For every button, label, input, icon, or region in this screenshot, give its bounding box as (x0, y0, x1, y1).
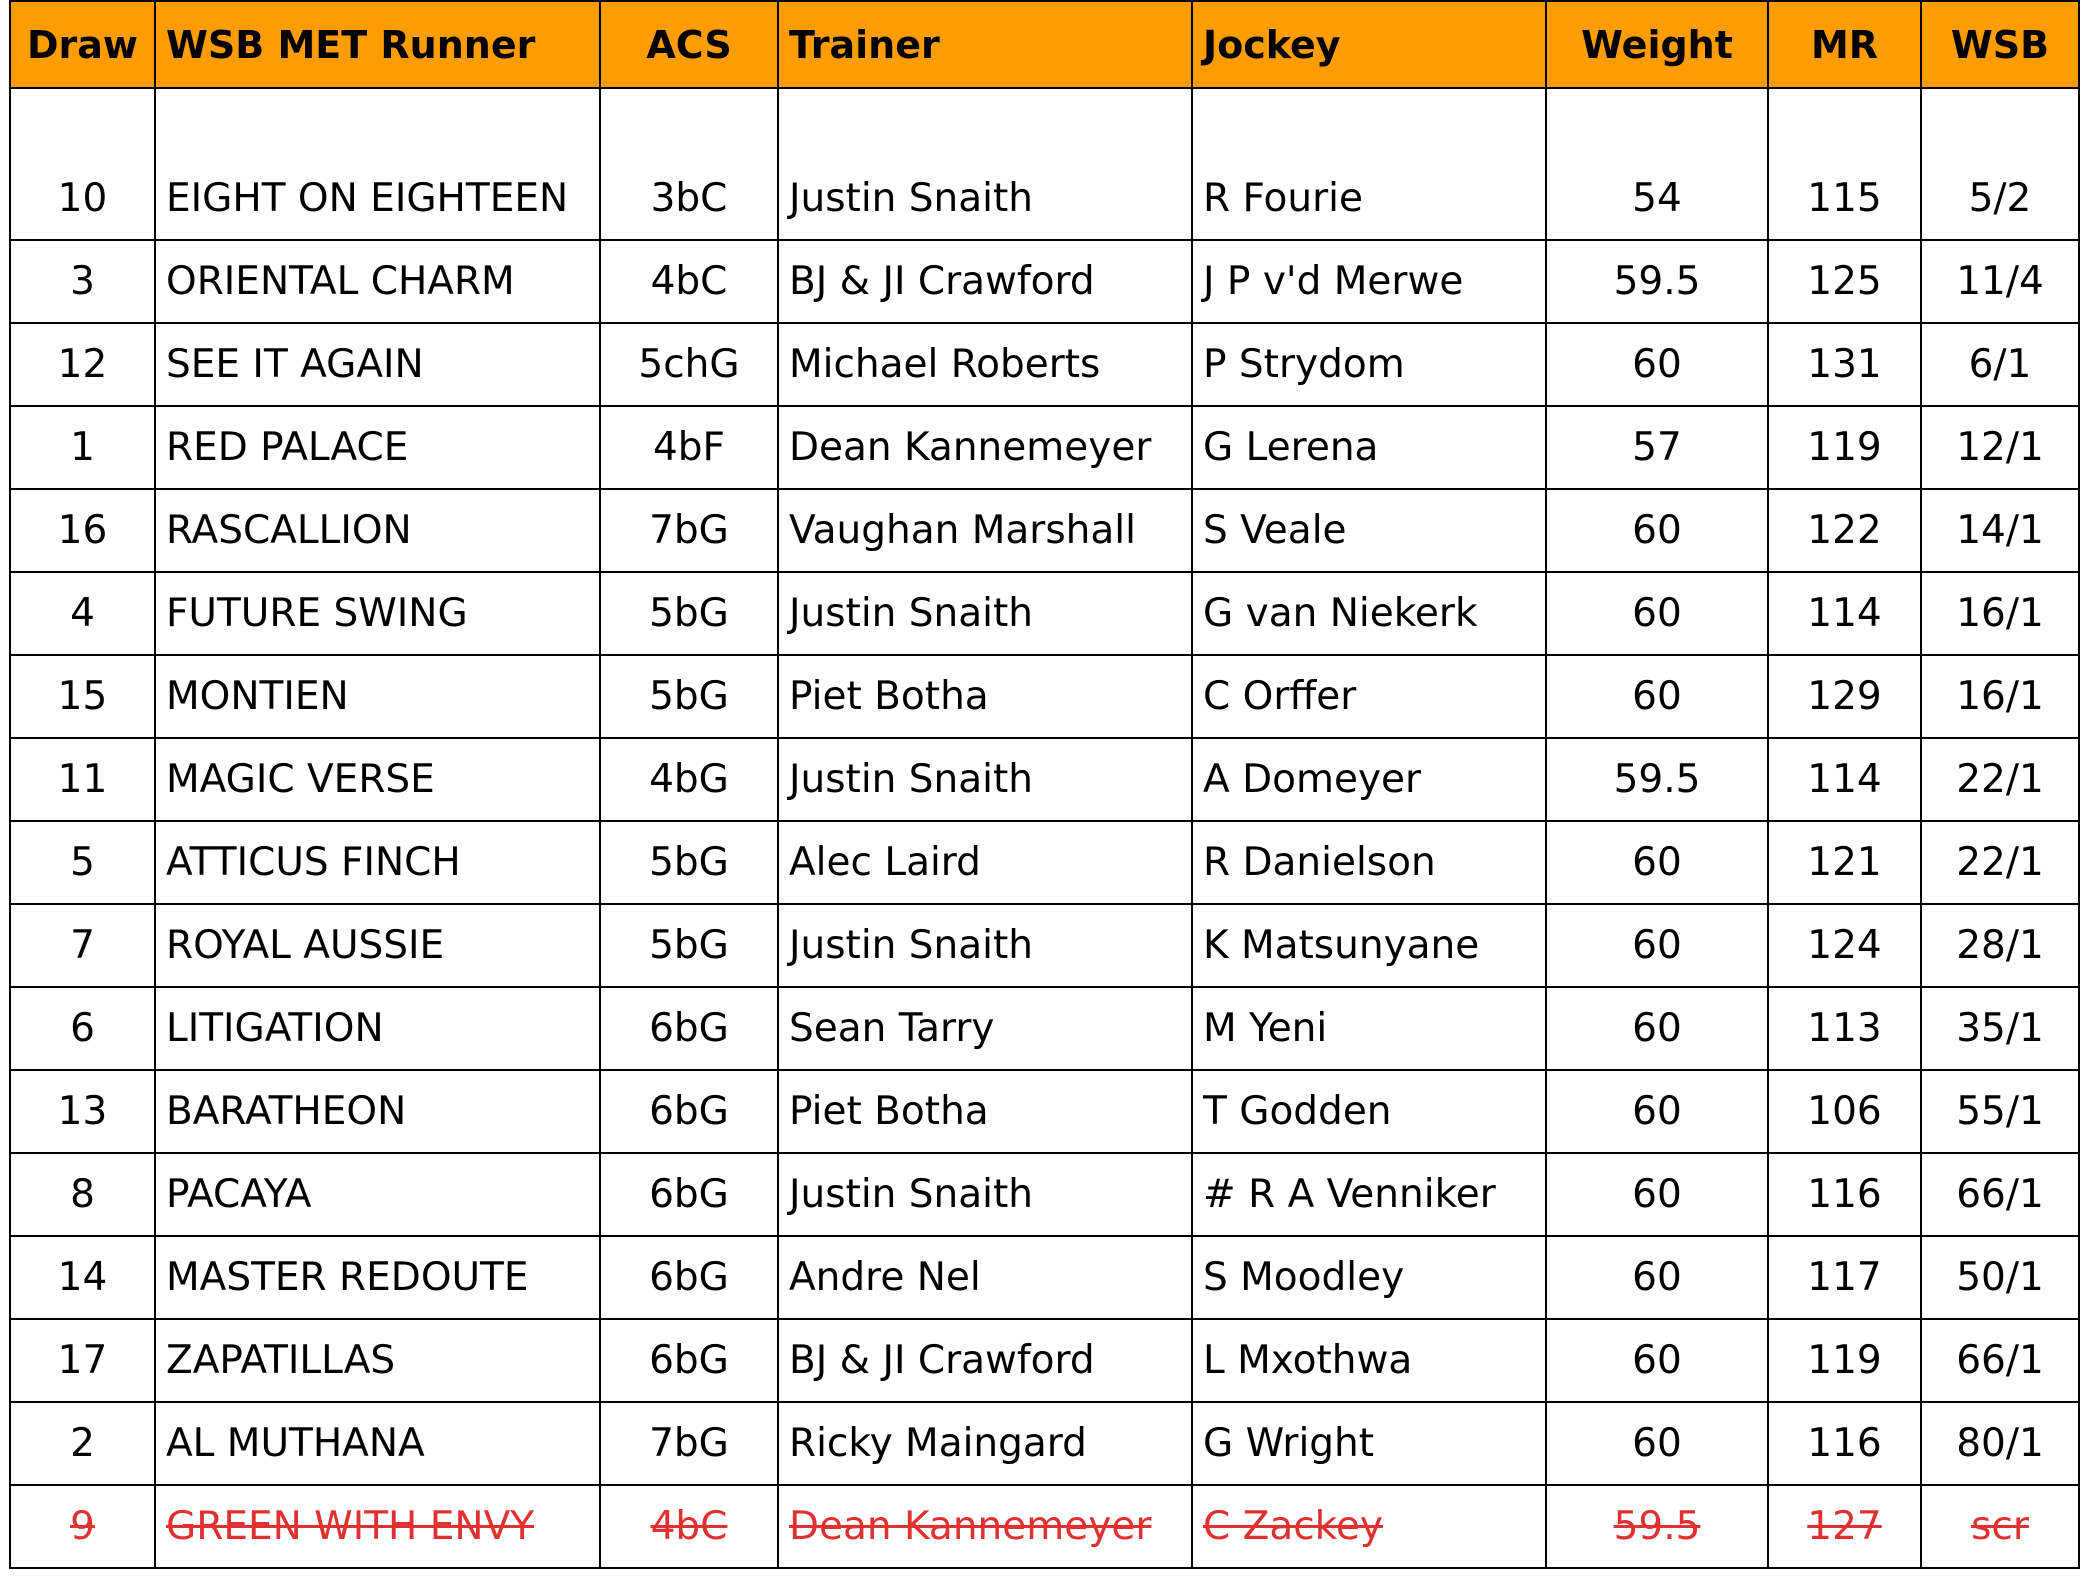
cell-draw: 7 (10, 904, 155, 987)
cell-mr: 121 (1768, 821, 1921, 904)
cell-draw: 6 (10, 987, 155, 1070)
cell-jockey: C Orffer (1192, 655, 1546, 738)
cell-mr: 124 (1768, 904, 1921, 987)
header-row (10, 1, 2079, 88)
cell-mr: 122 (1768, 489, 1921, 572)
cell-acs: 5bG (600, 904, 778, 987)
cell-trainer: Justin Snaith (778, 88, 1192, 240)
cell-weight: 60 (1546, 323, 1768, 406)
header-acs: ACS (600, 1, 778, 88)
cell-acs: 6bG (600, 1153, 778, 1236)
cell-wsb: 55/1 (1921, 1070, 2079, 1153)
header-trainer: Trainer (778, 1, 1192, 88)
cell-runner: ATTICUS FINCH (155, 821, 600, 904)
cell-weight: 57 (1546, 406, 1768, 489)
header-mr: MR (1768, 1, 1921, 88)
cell-draw: 16 (10, 489, 155, 572)
cell-trainer: Ricky Maingard (778, 1402, 1192, 1485)
cell-draw: 9 (10, 1485, 155, 1568)
cell-acs: 4bG (600, 738, 778, 821)
cell-mr: 114 (1768, 738, 1921, 821)
cell-acs: 7bG (600, 489, 778, 572)
cell-runner: LITIGATION (155, 987, 600, 1070)
table-row (10, 655, 2079, 738)
cell-jockey: J P v'd Merwe (1192, 240, 1546, 323)
cell-runner: ORIENTAL CHARM (155, 240, 600, 323)
cell-mr: 116 (1768, 1153, 1921, 1236)
cell-jockey: G Lerena (1192, 406, 1546, 489)
cell-weight: 60 (1546, 821, 1768, 904)
cell-trainer: Michael Roberts (778, 323, 1192, 406)
cell-trainer: Sean Tarry (778, 987, 1192, 1070)
cell-jockey: S Veale (1192, 489, 1546, 572)
cell-wsb: 11/4 (1921, 240, 2079, 323)
cell-weight: 60 (1546, 1070, 1768, 1153)
cell-acs: 5bG (600, 655, 778, 738)
cell-jockey: G Wright (1192, 1402, 1546, 1485)
cell-runner: MONTIEN (155, 655, 600, 738)
cell-jockey: R Fourie (1192, 88, 1546, 240)
cell-runner: SEE IT AGAIN (155, 323, 600, 406)
cell-weight: 60 (1546, 1153, 1768, 1236)
cell-trainer: BJ & JI Crawford (778, 240, 1192, 323)
cell-mr: 106 (1768, 1070, 1921, 1153)
cell-draw: 15 (10, 655, 155, 738)
cell-wsb: 16/1 (1921, 572, 2079, 655)
cell-trainer: Andre Nel (778, 1236, 1192, 1319)
table-row (10, 406, 2079, 489)
cell-acs: 5bG (600, 572, 778, 655)
cell-draw: 2 (10, 1402, 155, 1485)
cell-draw: 5 (10, 821, 155, 904)
cell-wsb: 80/1 (1921, 1402, 2079, 1485)
table-row (10, 904, 2079, 987)
table-row (10, 489, 2079, 572)
table-row (10, 323, 2079, 406)
cell-acs: 5chG (600, 323, 778, 406)
cell-runner: AL MUTHANA (155, 1402, 600, 1485)
cell-jockey: S Moodley (1192, 1236, 1546, 1319)
cell-weight: 60 (1546, 655, 1768, 738)
cell-trainer: Dean Kannemeyer (778, 406, 1192, 489)
table-row (10, 1153, 2079, 1236)
cell-weight: 59.5 (1546, 738, 1768, 821)
cell-draw: 14 (10, 1236, 155, 1319)
cell-trainer: Dean Kannemeyer (778, 1485, 1192, 1568)
cell-wsb: 5/2 (1921, 88, 2079, 240)
cell-weight: 59.5 (1546, 1485, 1768, 1568)
table-row (10, 987, 2079, 1070)
cell-runner: ROYAL AUSSIE (155, 904, 600, 987)
cell-draw: 11 (10, 738, 155, 821)
cell-runner: RASCALLION (155, 489, 600, 572)
table-row (10, 572, 2079, 655)
cell-jockey: T Godden (1192, 1070, 1546, 1153)
cell-draw: 3 (10, 240, 155, 323)
cell-mr: 119 (1768, 1319, 1921, 1402)
cell-acs: 4bC (600, 1485, 778, 1568)
cell-trainer: Justin Snaith (778, 572, 1192, 655)
header-draw: Draw (10, 1, 155, 88)
cell-weight: 60 (1546, 572, 1768, 655)
cell-wsb: 22/1 (1921, 821, 2079, 904)
cell-mr: 113 (1768, 987, 1921, 1070)
cell-mr: 117 (1768, 1236, 1921, 1319)
cell-mr: 119 (1768, 406, 1921, 489)
cell-wsb: 22/1 (1921, 738, 2079, 821)
header-jockey: Jockey (1192, 1, 1546, 88)
cell-weight: 60 (1546, 1236, 1768, 1319)
cell-acs: 7bG (600, 1402, 778, 1485)
cell-jockey: # R A Venniker (1192, 1153, 1546, 1236)
cell-acs: 4bF (600, 406, 778, 489)
cell-weight: 59.5 (1546, 240, 1768, 323)
cell-trainer: Alec Laird (778, 821, 1192, 904)
cell-acs: 6bG (600, 987, 778, 1070)
cell-wsb: 28/1 (1921, 904, 2079, 987)
table-row (10, 1236, 2079, 1319)
cell-trainer: Justin Snaith (778, 1153, 1192, 1236)
cell-runner: RED PALACE (155, 406, 600, 489)
cell-runner: GREEN WITH ENVY (155, 1485, 600, 1568)
cell-runner: ZAPATILLAS (155, 1319, 600, 1402)
cell-acs: 5bG (600, 821, 778, 904)
cell-wsb: 12/1 (1921, 406, 2079, 489)
header-weight: Weight (1546, 1, 1768, 88)
cell-weight: 60 (1546, 1402, 1768, 1485)
cell-wsb: 14/1 (1921, 489, 2079, 572)
cell-trainer: Justin Snaith (778, 904, 1192, 987)
cell-weight: 60 (1546, 987, 1768, 1070)
cell-mr: 116 (1768, 1402, 1921, 1485)
cell-jockey: G van Niekerk (1192, 572, 1546, 655)
cell-trainer: Vaughan Marshall (778, 489, 1192, 572)
cell-mr: 115 (1768, 88, 1921, 240)
cell-mr: 127 (1768, 1485, 1921, 1568)
cell-weight: 60 (1546, 489, 1768, 572)
cell-wsb: scr (1921, 1485, 2079, 1568)
cell-jockey: R Danielson (1192, 821, 1546, 904)
cell-jockey: P Strydom (1192, 323, 1546, 406)
cell-draw: 8 (10, 1153, 155, 1236)
cell-weight: 54 (1546, 88, 1768, 240)
cell-acs: 6bG (600, 1070, 778, 1153)
cell-weight: 60 (1546, 1319, 1768, 1402)
cell-runner: MAGIC VERSE (155, 738, 600, 821)
cell-wsb: 66/1 (1921, 1319, 2079, 1402)
table-row (10, 1319, 2079, 1402)
table-row (10, 1402, 2079, 1485)
racecard-table (9, 0, 2080, 1569)
table-row (10, 88, 2079, 240)
cell-draw: 4 (10, 572, 155, 655)
table-row (10, 240, 2079, 323)
cell-runner: FUTURE SWING (155, 572, 600, 655)
cell-mr: 125 (1768, 240, 1921, 323)
cell-runner: MASTER REDOUTE (155, 1236, 600, 1319)
cell-draw: 10 (10, 88, 155, 240)
cell-trainer: Justin Snaith (778, 738, 1192, 821)
header-runner: WSB MET Runner (155, 1, 600, 88)
header-wsb: WSB (1921, 1, 2079, 88)
cell-runner: EIGHT ON EIGHTEEN (155, 88, 600, 240)
cell-acs: 6bG (600, 1319, 778, 1402)
cell-wsb: 35/1 (1921, 987, 2079, 1070)
cell-wsb: 50/1 (1921, 1236, 2079, 1319)
cell-wsb: 16/1 (1921, 655, 2079, 738)
cell-acs: 6bG (600, 1236, 778, 1319)
cell-trainer: BJ & JI Crawford (778, 1319, 1192, 1402)
table-row (10, 821, 2079, 904)
cell-draw: 12 (10, 323, 155, 406)
cell-mr: 114 (1768, 572, 1921, 655)
cell-wsb: 66/1 (1921, 1153, 2079, 1236)
cell-draw: 13 (10, 1070, 155, 1153)
cell-trainer: Piet Botha (778, 1070, 1192, 1153)
cell-runner: BARATHEON (155, 1070, 600, 1153)
cell-mr: 131 (1768, 323, 1921, 406)
cell-draw: 17 (10, 1319, 155, 1402)
cell-jockey: K Matsunyane (1192, 904, 1546, 987)
cell-acs: 3bC (600, 88, 778, 240)
cell-wsb: 6/1 (1921, 323, 2079, 406)
cell-draw: 1 (10, 406, 155, 489)
cell-jockey: C Zackey (1192, 1485, 1546, 1568)
table-row-scratched (10, 1485, 2079, 1568)
runner-rows (10, 88, 2079, 1568)
cell-runner: PACAYA (155, 1153, 600, 1236)
cell-acs: 4bC (600, 240, 778, 323)
cell-jockey: A Domeyer (1192, 738, 1546, 821)
cell-weight: 60 (1546, 904, 1768, 987)
table-row (10, 738, 2079, 821)
table-row (10, 1070, 2079, 1153)
cell-trainer: Piet Botha (778, 655, 1192, 738)
cell-jockey: L Mxothwa (1192, 1319, 1546, 1402)
cell-mr: 129 (1768, 655, 1921, 738)
cell-jockey: M Yeni (1192, 987, 1546, 1070)
